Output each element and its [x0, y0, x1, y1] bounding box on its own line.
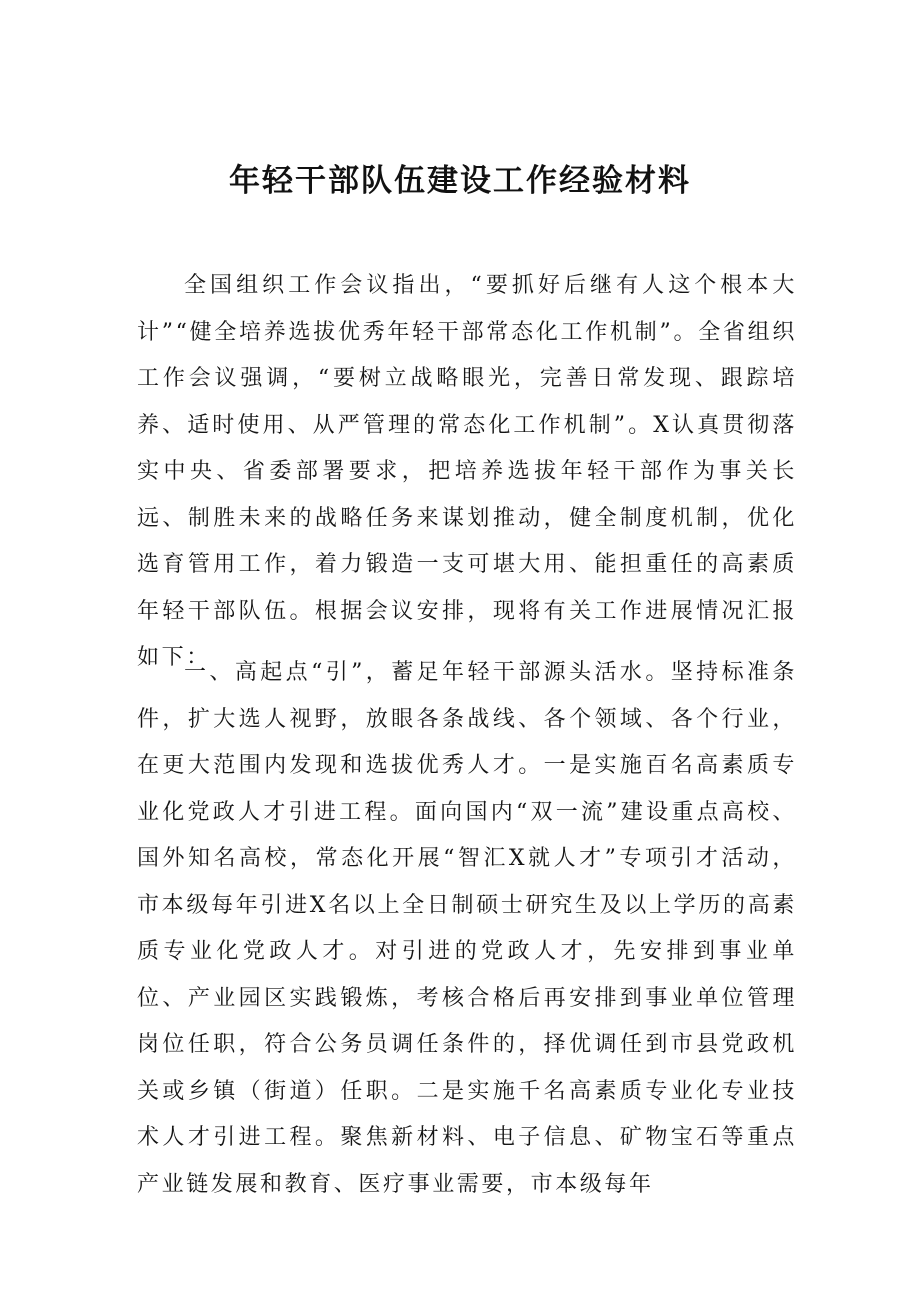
paragraph-section-one: 一、高起点“引”，蓄足年轻干部源头活水。坚持标准条件，扩大选人视野，放眼各条战线、各个领域、各个行业，在更大范围内发现和选拔优秀人才。一是实施百名高素质专业化党政人才引进工程。面向国内“双一流”建设重点高校、国外知名高校，常态化开展“智汇X就人才”专项引才活动，市本级每年引进X名以上全日制硕士研究生及以上学历的高素质专业化党政人才。对引进的党政人才，先安排到事业单位、产业园区实践锻炼，考核合格后再安排到事业单位管理岗位任职，符合公务员调任条件的，择优调任到市县党政机关或乡镇（街道）任职。二是实施千名高素质专业化专业技术人才引进工程。聚焦新材料、电子信息、矿物宝石等重点产业链发展和教育、医疗事业需要，市本级每年 — [137, 660, 797, 1197]
paragraph-intro: 全国组织工作会议指出，“要抓好后继有人这个根本大计”“健全培养选拔优秀年轻干部常态化工作机制”。全省组织工作会议强调，“要树立战略眼光，完善日常发现、跟踪培养、适时使用、从严管理的常态化工作机制”。X认真贯彻落实中央、省委部署要求，把培养选拔年轻干部作为事关长远、制胜未来的战略任务来谋划推动，健全制度机制，优化选育管用工作，着力锻造一支可堪大用、能担重任的高素质年轻干部队伍。根据会议安排，现将有关工作进展情况汇报如下： — [137, 273, 797, 670]
document-title: 年轻干部队伍建设工作经验材料 — [229, 162, 691, 199]
